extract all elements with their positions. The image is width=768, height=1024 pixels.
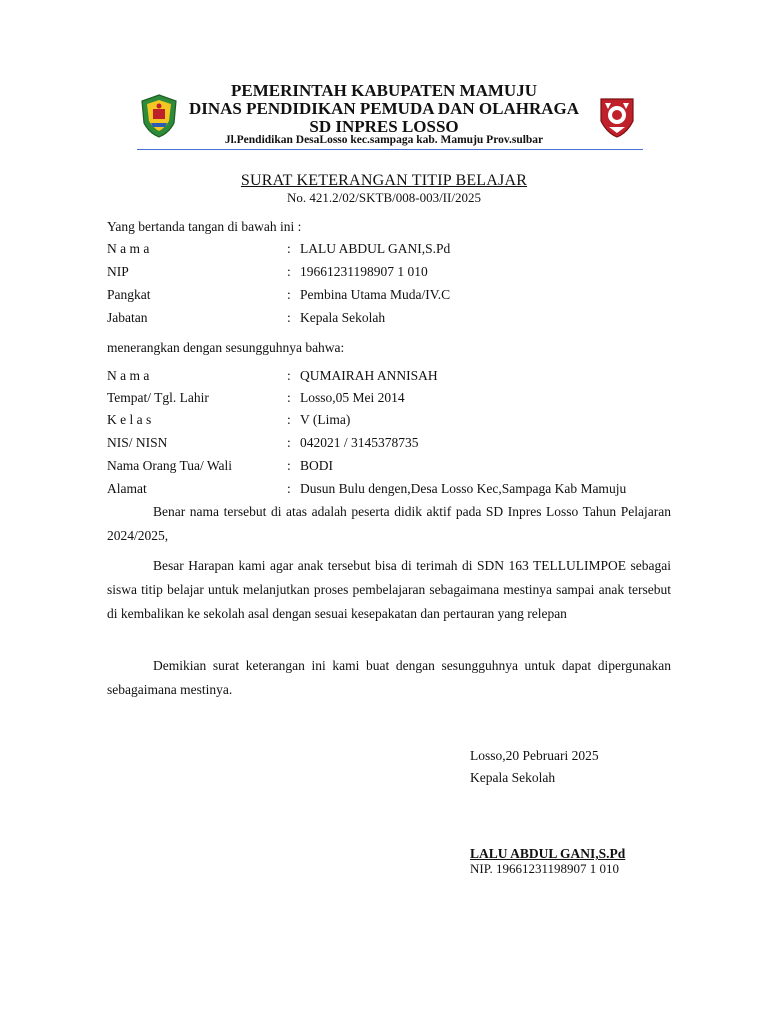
student-guardian-value: BODI bbox=[300, 458, 333, 473]
colon: : bbox=[287, 435, 291, 450]
student-nis-label: NIS/ NISN bbox=[107, 435, 168, 450]
intro-text: Yang bertanda tangan di bawah ini : bbox=[107, 219, 302, 234]
letter-number: No. 421.2/02/SKTB/008-003/II/2025 bbox=[287, 190, 481, 205]
statement-text: menerangkan dengan sesungguhnya bahwa: bbox=[107, 340, 345, 355]
signer-position-label: Jabatan bbox=[107, 310, 148, 325]
letter-title: SURAT KETERANGAN TITIP BELAJAR bbox=[240, 172, 528, 189]
signature-position: Kepala Sekolah bbox=[470, 770, 556, 785]
letterhead-divider bbox=[137, 149, 643, 150]
letterhead-address: Jl.Pendidikan DesaLosso kec.sampaga kab. Mamuju Prov.sulbar bbox=[224, 134, 544, 146]
colon: : bbox=[287, 264, 291, 279]
signer-position-value: Kepala Sekolah bbox=[300, 310, 386, 325]
signer-rank-label: Pangkat bbox=[107, 287, 151, 302]
colon: : bbox=[287, 458, 291, 473]
colon: : bbox=[287, 287, 291, 302]
student-birth-label: Tempat/ Tgl. Lahir bbox=[107, 390, 209, 405]
signer-nip-label: NIP bbox=[107, 264, 129, 279]
colon: : bbox=[287, 241, 291, 256]
signer-name-value: LALU ABDUL GANI,S.Pd bbox=[300, 241, 451, 256]
letterhead-government: PEMERINTAH KABUPATEN MAMUJU bbox=[231, 81, 537, 100]
student-address-value: Dusun Bulu dengen,Desa Losso Kec,Sampaga Kab Mamuju bbox=[300, 481, 627, 496]
student-class-value: V (Lima) bbox=[300, 412, 351, 427]
student-name-label: N a m a bbox=[107, 368, 150, 383]
student-name-value: QUMAIRAH ANNISAH bbox=[300, 368, 438, 383]
student-address-label: Alamat bbox=[107, 481, 147, 496]
letterhead-school: SD INPRES LOSSO bbox=[309, 117, 459, 136]
student-nis-value: 042021 / 3145378735 bbox=[300, 435, 419, 450]
signer-nip-value: 19661231198907 1 010 bbox=[300, 264, 428, 279]
signature-nip: NIP. 19661231198907 1 010 bbox=[470, 861, 620, 876]
letterhead-department: DINAS PENDIDIKAN PEMUDA DAN OLAHRAGA bbox=[188, 99, 580, 118]
colon: : bbox=[287, 481, 291, 496]
signature-place-date: Losso,20 Pebruari 2025 bbox=[470, 748, 599, 763]
paragraph-active-student: Benar nama tersebut di atas adalah peserta didik aktif pada SD Inpres Losso Tahun Pelajaran 2024/2025, bbox=[107, 504, 671, 543]
student-guardian-label: Nama Orang Tua/ Wali bbox=[107, 458, 233, 473]
student-class-label: K e l a s bbox=[107, 412, 152, 427]
signature-name: LALU ABDUL GANI,S.Pd bbox=[470, 846, 626, 861]
colon: : bbox=[287, 368, 291, 383]
colon: : bbox=[287, 412, 291, 427]
colon: : bbox=[287, 310, 291, 325]
signer-name-label: N a m a bbox=[107, 241, 150, 256]
signer-rank-value: Pembina Utama Muda/IV.C bbox=[300, 287, 451, 302]
paragraph-closing: Demikian surat keterangan ini kami buat dengan sesungguhnya untuk dapat dipergunakan sebagaimana mestinya. bbox=[107, 658, 671, 697]
student-birth-value: Losso,05 Mei 2014 bbox=[300, 390, 405, 405]
colon: : bbox=[287, 390, 291, 405]
paragraph-request: Besar Harapan kami agar anak tersebut bisa di terimah di SDN 163 TELLULIMPOE sebagai siswa titip belajar untuk melanjutkan proses pembelajaran sebagaimana mestinya sampai anak tersebut di kembalikan ke sekolah asal dengan sesuai kesepakatan dan pertauran yang relepan bbox=[107, 558, 671, 621]
